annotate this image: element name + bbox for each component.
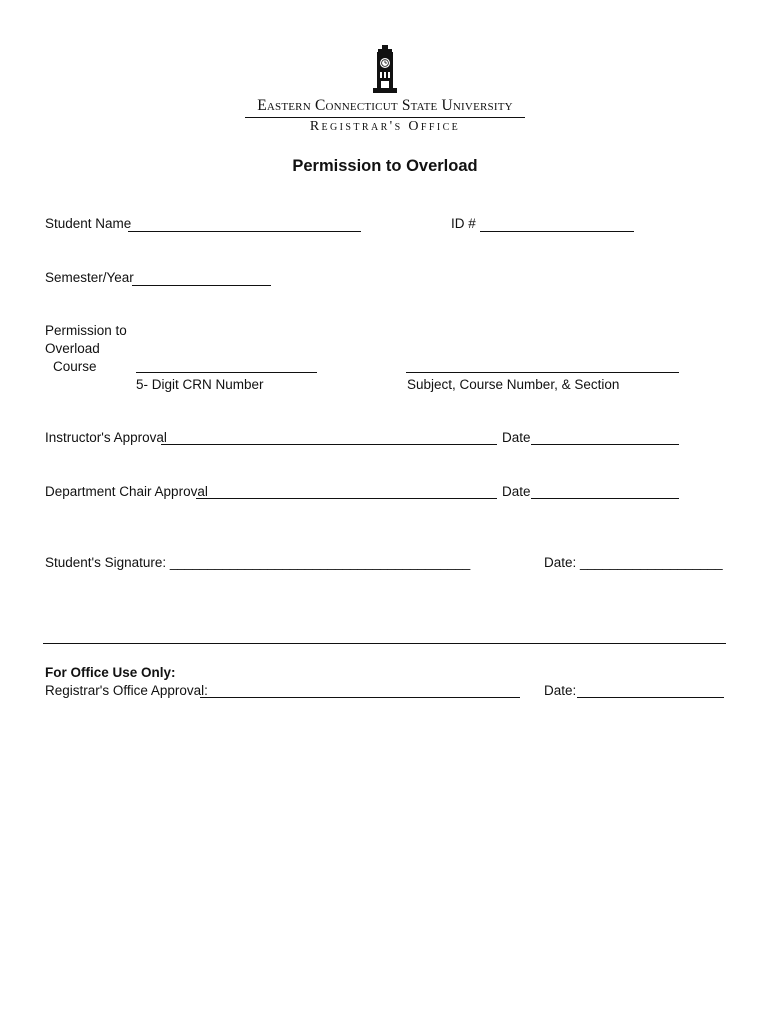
instructor-date-field[interactable]	[531, 444, 679, 445]
permission-label-line1: Permission to	[45, 323, 127, 338]
university-logo-icon	[367, 45, 403, 93]
id-label: ID #	[451, 216, 476, 231]
chair-date-label: Date	[502, 484, 531, 499]
crn-field[interactable]	[136, 372, 317, 373]
semester-label: Semester/Year	[45, 270, 134, 285]
student-name-label: Student Name	[45, 216, 132, 231]
chair-approval-label: Department Chair Approval	[45, 484, 208, 499]
university-name: Eastern Connecticut State University	[257, 97, 513, 114]
semester-field[interactable]	[132, 285, 271, 286]
header-divider	[245, 117, 525, 118]
student-name-field[interactable]	[128, 231, 361, 232]
permission-label-line3: Course	[53, 359, 97, 374]
registrar-approval-field[interactable]	[200, 697, 520, 698]
student-date-field[interactable]: Date: ___________________	[544, 555, 723, 570]
instructor-approval-label: Instructor's Approval	[45, 430, 167, 445]
student-signature-field[interactable]: Student's Signature: ________________________________________	[45, 555, 471, 570]
id-field[interactable]	[480, 231, 634, 232]
office-name: Registrar's Office	[309, 119, 461, 134]
office-use-divider	[43, 643, 726, 644]
subject-caption: Subject, Course Number, & Section	[407, 377, 620, 392]
chair-approval-field[interactable]	[196, 498, 497, 499]
registrar-date-label: Date:	[544, 683, 577, 698]
subject-field[interactable]	[406, 372, 679, 373]
permission-label-line2: Overload	[45, 341, 100, 356]
office-use-heading: For Office Use Only:	[45, 665, 176, 680]
page-title: Permission to Overload	[292, 157, 478, 175]
instructor-approval-field[interactable]	[161, 444, 497, 445]
instructor-date-label: Date	[502, 430, 531, 445]
chair-date-field[interactable]	[531, 498, 679, 499]
crn-caption: 5- Digit CRN Number	[136, 377, 264, 392]
registrar-approval-label: Registrar's Office Approval:	[45, 683, 208, 698]
registrar-date-field[interactable]	[577, 697, 724, 698]
